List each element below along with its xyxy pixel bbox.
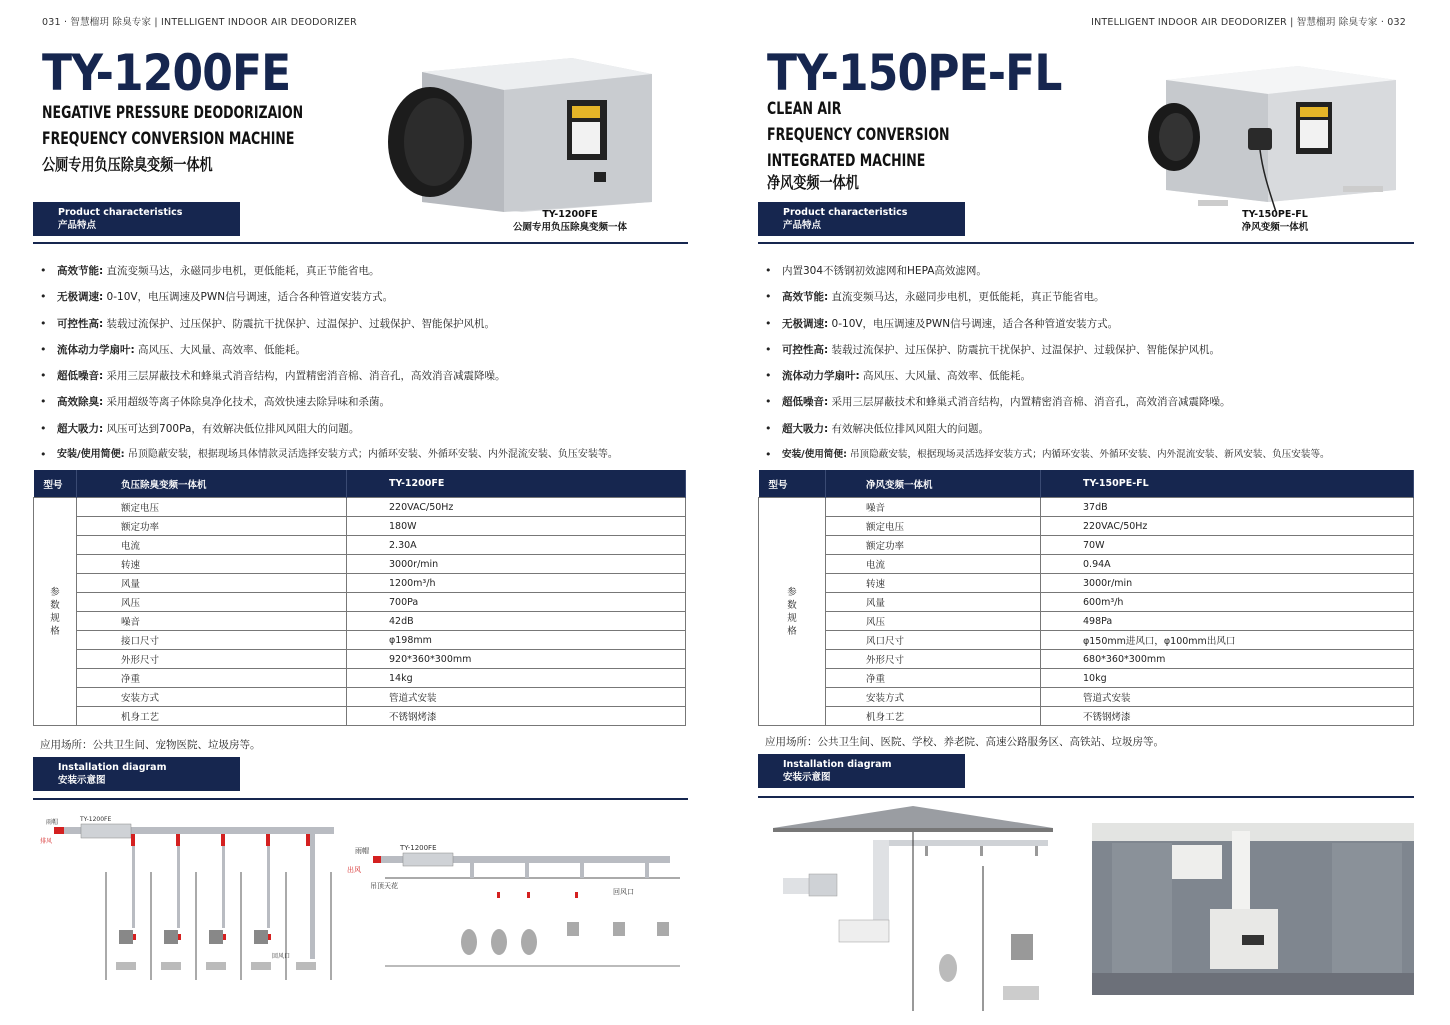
spec-value: 700Pa xyxy=(347,593,686,612)
feature-item: • 安装/使用简便: 吊顶隐蔽安装，根据现场灵活选择安装方式；内循环安装、外循环安装、内外混流安装、新风安装、负压安装等。 xyxy=(765,442,1415,468)
product-characteristics-tag xyxy=(758,202,965,236)
label-model: TY-1200FE xyxy=(400,844,437,852)
spec-key: 转速 xyxy=(826,574,1041,593)
label-return-vent: 回风口 xyxy=(272,953,291,960)
table-row xyxy=(759,555,1414,574)
spec-key: 噪音 xyxy=(826,498,1041,517)
label-return-vent: 回风口 xyxy=(613,888,634,896)
label-rain-cap: 雨帽 xyxy=(355,847,369,855)
spec-key: 风口尺寸 xyxy=(826,631,1041,650)
product-subtitle xyxy=(42,100,303,178)
spec-table xyxy=(758,470,1414,726)
table-row xyxy=(34,555,686,574)
usage-text: 应用场所：公共卫生间、医院、学校、养老院、高速公路服务区、高铁站、垃圾房等。 xyxy=(765,736,1164,748)
spec-header-model: 型号 xyxy=(34,470,77,498)
spec-key: 安装方式 xyxy=(826,688,1041,707)
product-caption xyxy=(1215,208,1335,234)
feature-item: • 超大吸力: 风压可达到700Pa，有效解决低位排风风阻大的问题。 xyxy=(40,416,690,442)
spec-header-name: 负压除臭变频一体机 xyxy=(77,470,347,498)
caption-name: 净风变频一体机 xyxy=(1241,222,1309,233)
feature-item: • 高效节能: 直流变频马达，永磁同步电机，更低能耗，真正节能省电。 xyxy=(40,258,690,284)
spec-table xyxy=(33,470,686,726)
spec-value: 0.94A xyxy=(1041,555,1414,574)
feature-item: • 内置304不锈钢初效滤网和HEPA高效滤网。 xyxy=(765,258,1415,284)
page-right xyxy=(725,0,1450,1025)
table-row xyxy=(34,669,686,688)
model-title: TY-1200FE xyxy=(42,44,291,102)
spec-value: 3000r/min xyxy=(347,555,686,574)
feature-item: • 流体动力学扇叶: 高风压、大风量、高效率、低能耗。 xyxy=(765,363,1415,389)
caption-model: TY-150PE-FL xyxy=(1242,209,1308,220)
spec-value: 14kg xyxy=(347,669,686,688)
subtitle-line: NEGATIVE PRESSURE DEODORIZAION xyxy=(42,103,304,123)
spec-key: 风量 xyxy=(77,574,347,593)
spec-key: 电流 xyxy=(77,536,347,555)
spec-group-label: 参 数 规 格 xyxy=(34,498,77,726)
table-row xyxy=(759,574,1414,593)
spec-key: 风量 xyxy=(826,593,1041,612)
spec-key: 额定功率 xyxy=(77,517,347,536)
spec-key: 转速 xyxy=(77,555,347,574)
spec-value: 10kg xyxy=(1041,669,1414,688)
tag-cn: 安装示意图 xyxy=(58,775,106,786)
section-rule xyxy=(758,796,1414,798)
spec-key: 机身工艺 xyxy=(826,707,1041,726)
product-subtitle xyxy=(767,96,950,196)
table-row xyxy=(34,517,686,536)
tag-en: Product characteristics xyxy=(783,207,908,218)
model-title: TY-150PE-FL xyxy=(767,44,1062,102)
spec-key: 机身工艺 xyxy=(77,707,347,726)
spec-value: 1200m³/h xyxy=(347,574,686,593)
label-model: TY-1200FE xyxy=(80,816,112,823)
spec-key: 外形尺寸 xyxy=(77,650,347,669)
table-row xyxy=(759,612,1414,631)
feature-item: • 超低噪音: 采用三层屏蔽技术和蜂巢式消音结构，内置精密消音棉、消音孔，高效消音减震降噪。 xyxy=(40,363,690,389)
spec-value: 不锈钢烤漆 xyxy=(347,707,686,726)
spec-key: 净重 xyxy=(77,669,347,688)
table-row xyxy=(759,631,1414,650)
usage-text: 应用场所：公共卫生间、宠物医院、垃圾房等。 xyxy=(40,739,261,751)
spec-value: 498Pa xyxy=(1041,612,1414,631)
spec-value: 180W xyxy=(347,517,686,536)
installation-photo xyxy=(1092,823,1414,995)
spec-key: 接口尺寸 xyxy=(77,631,347,650)
spec-key: 净重 xyxy=(826,669,1041,688)
tag-en: Installation diagram xyxy=(783,759,892,770)
running-header: INTELLIGENT INDOOR AIR DEODORIZER | 智慧榴玥 除臭专家 · 032 xyxy=(1091,17,1406,28)
label-air-out: 出风 xyxy=(347,866,361,874)
feature-item: • 安装/使用简便: 吊顶隐蔽安装，根据现场具体情款灵活选择安装方式；内循环安装、外循环安装、内外混流安装、负压安装等。 xyxy=(40,442,690,468)
tag-cn: 产品特点 xyxy=(58,220,97,231)
spec-key: 额定功率 xyxy=(826,536,1041,555)
feature-item: • 高效除臭: 采用超级等离子体除臭净化技术，高效快速去除异味和杀菌。 xyxy=(40,389,690,415)
spec-key: 风压 xyxy=(77,593,347,612)
spec-value: 600m³/h xyxy=(1041,593,1414,612)
subtitle-line: 净风变频一体机 xyxy=(767,173,859,192)
table-row xyxy=(759,688,1414,707)
feature-item: • 超低噪音: 采用三层屏蔽技术和蜂巢式消音结构，内置精密消音棉、消音孔，高效消音减震降噪。 xyxy=(765,389,1415,415)
tag-en: Product characteristics xyxy=(58,207,183,218)
installation-diagram-tag xyxy=(758,754,965,788)
spec-key: 额定电压 xyxy=(826,517,1041,536)
spec-value: 管道式安装 xyxy=(1041,688,1414,707)
label-ceiling: 吊顶天花 xyxy=(370,882,398,890)
spec-value: 37dB xyxy=(1041,498,1414,517)
spec-key: 电流 xyxy=(826,555,1041,574)
subtitle-line: FREQUENCY CONVERSION xyxy=(767,125,950,145)
spec-value: 42dB xyxy=(347,612,686,631)
product-image-tf1200fe xyxy=(382,52,652,212)
spec-value: 920*360*300mm xyxy=(347,650,686,669)
table-row xyxy=(759,498,1414,517)
table-row xyxy=(759,536,1414,555)
table-row xyxy=(759,517,1414,536)
product-image-ty150pe-fl xyxy=(1138,62,1398,222)
installation-diagram-b xyxy=(345,838,685,973)
installation-diagram-a xyxy=(36,812,336,982)
spec-value: φ198mm xyxy=(347,631,686,650)
table-row xyxy=(759,593,1414,612)
feature-item: • 无极调速: 0-10V，电压调速及PWN信号调速，适合各种管道安装方式。 xyxy=(765,311,1415,337)
table-row xyxy=(759,669,1414,688)
table-row xyxy=(34,498,686,517)
table-row xyxy=(34,707,686,726)
table-row xyxy=(34,536,686,555)
installation-diagram-c xyxy=(773,806,1058,1011)
section-rule xyxy=(33,798,688,800)
table-row xyxy=(34,631,686,650)
subtitle-line: CLEAN AIR xyxy=(767,99,842,119)
spec-header-value: TY-150PE-FL xyxy=(1041,470,1414,498)
spec-value: 680*360*300mm xyxy=(1041,650,1414,669)
installation-diagram-tag xyxy=(33,757,240,791)
spec-header-value: TY-1200FE xyxy=(347,470,686,498)
table-row xyxy=(34,650,686,669)
table-row xyxy=(34,574,686,593)
feature-item: • 流体动力学扇叶: 高风压、大风量、高效率、低能耗。 xyxy=(40,337,690,363)
spec-key: 外形尺寸 xyxy=(826,650,1041,669)
feature-item: • 高效节能: 直流变频马达，永磁同步电机，更低能耗，真正节能省电。 xyxy=(765,284,1415,310)
subtitle-line: 公厕专用负压除臭变频一体机 xyxy=(42,155,213,174)
section-rule xyxy=(33,242,688,244)
tag-en: Installation diagram xyxy=(58,762,167,773)
product-caption xyxy=(510,208,630,234)
section-rule xyxy=(758,242,1414,244)
tag-cn: 产品特点 xyxy=(783,220,822,231)
spec-header-model: 型号 xyxy=(759,470,826,498)
caption-model: TY-1200FE xyxy=(542,209,598,220)
feature-item: • 无极调速: 0-10V，电压调速及PWN信号调速，适合各种管道安装方式。 xyxy=(40,284,690,310)
product-characteristics-tag xyxy=(33,202,240,236)
subtitle-line: INTEGRATED MACHINE xyxy=(767,151,926,171)
spec-key: 风压 xyxy=(826,612,1041,631)
spec-value: φ150mm进风口，φ100mm出风口 xyxy=(1041,631,1414,650)
spec-key: 噪音 xyxy=(77,612,347,631)
spec-value: 不锈钢烤漆 xyxy=(1041,707,1414,726)
table-row xyxy=(34,593,686,612)
label-exhaust: 排风 xyxy=(40,838,53,845)
spec-key: 额定电压 xyxy=(77,498,347,517)
spec-key: 安装方式 xyxy=(77,688,347,707)
subtitle-line: FREQUENCY CONVERSION MACHINE xyxy=(42,129,295,149)
spec-value: 70W xyxy=(1041,536,1414,555)
table-row xyxy=(34,612,686,631)
feature-item: • 超大吸力: 有效解决低位排风风阻大的问题。 xyxy=(765,416,1415,442)
spec-value: 2.30A xyxy=(347,536,686,555)
feature-list xyxy=(765,258,1415,468)
tag-cn: 安装示意图 xyxy=(783,772,831,783)
spec-header-name: 净风变频一体机 xyxy=(826,470,1041,498)
feature-list xyxy=(40,258,690,468)
table-row xyxy=(759,707,1414,726)
feature-item: • 可控性高: 装载过流保护、过压保护、防震抗干扰保护、过温保护、过载保护、智能保护风机。 xyxy=(40,311,690,337)
table-row xyxy=(34,688,686,707)
label-rain-cap: 雨帽 xyxy=(46,819,59,826)
spec-value: 管道式安装 xyxy=(347,688,686,707)
spec-value: 3000r/min xyxy=(1041,574,1414,593)
running-header: 031 · 智慧榴玥 除臭专家 | INTELLIGENT INDOOR AIR DEODORIZER xyxy=(42,17,357,28)
spec-value: 220VAC/50Hz xyxy=(1041,517,1414,536)
feature-item: • 可控性高: 装载过流保护、过压保护、防震抗干扰保护、过温保护、过载保护、智能保护风机。 xyxy=(765,337,1415,363)
caption-name: 公厕专用负压除臭变频一体 xyxy=(512,222,627,233)
table-row xyxy=(759,650,1414,669)
spec-group-label: 参 数 规 格 xyxy=(759,498,826,726)
spec-value: 220VAC/50Hz xyxy=(347,498,686,517)
